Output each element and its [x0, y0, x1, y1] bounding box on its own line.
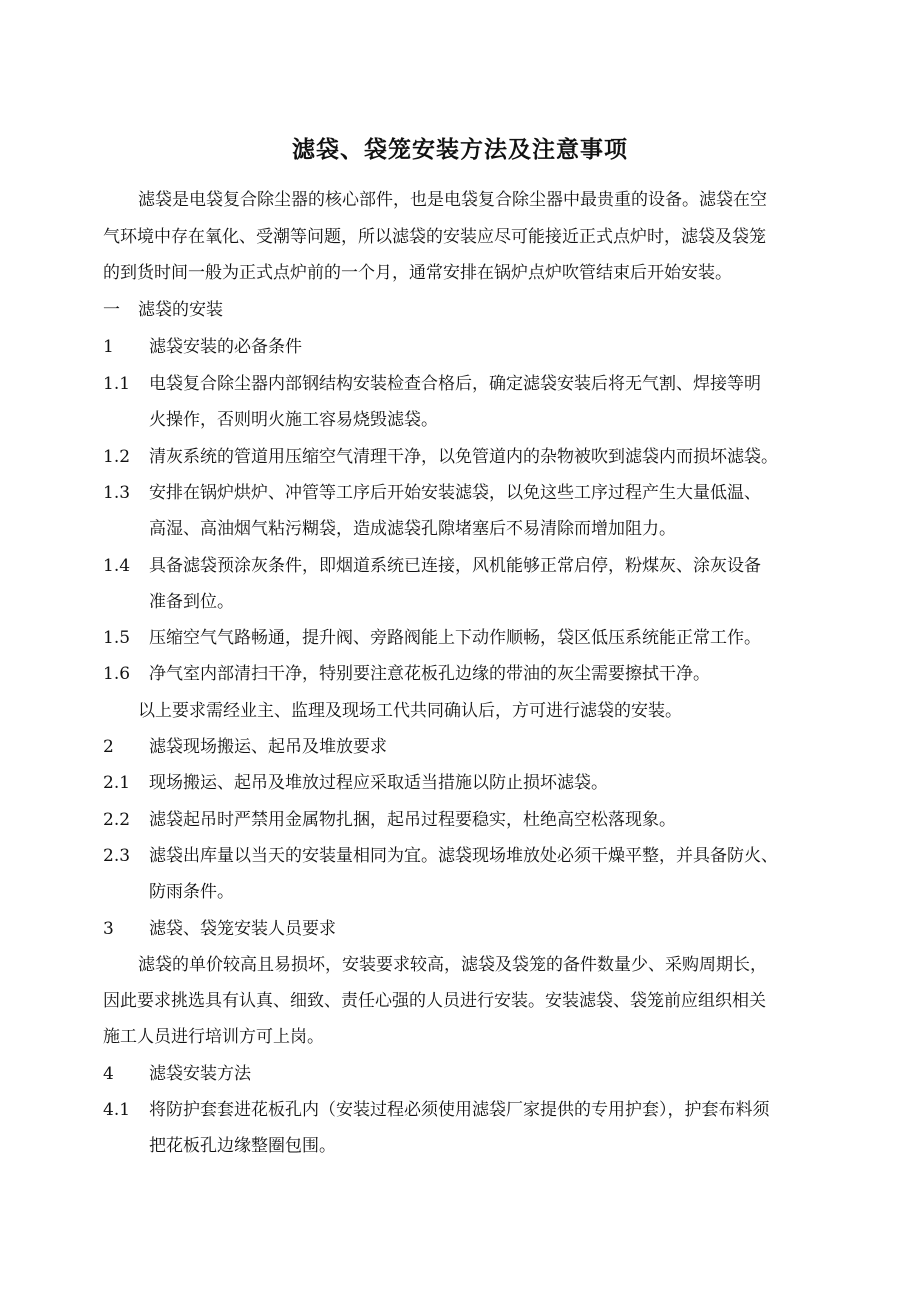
item-1-5-number: 1.5 [103, 628, 131, 648]
page-title: 滤袋、袋笼安装方法及注意事项 [292, 136, 628, 163]
section-3-line-1: 滤袋的单价较高且易损坏，安装要求较高，滤袋及袋笼的备件数量少、采购周期长， [138, 955, 767, 975]
item-2-3-line-1: 滤袋出库量以当天的安装量相同为宜。滤袋现场堆放处必须干燥平整，并具备防火、 [149, 846, 778, 866]
item-2-3-number: 2.3 [103, 846, 131, 866]
item-4-1-number: 4.1 [103, 1100, 131, 1120]
item-1-1-number: 1.1 [103, 374, 131, 394]
confirmation-note: 以上要求需经业主、监理及现场工代共同确认后，方可进行滤袋的安装。 [138, 701, 682, 721]
item-2-2-number: 2.2 [103, 810, 131, 830]
intro-line-3: 的到货时间一般为正式点炉前的一个月，通常安排在锅炉点炉吹管结束后开始安装。 [103, 263, 732, 283]
item-1-2-number: 1.2 [103, 447, 131, 467]
item-1-3-line-1: 安排在锅炉烘炉、冲管等工序后开始安装滤袋，以免这些工序过程产生大量低温、 [149, 483, 761, 503]
heading-4: 滤袋安装方法 [149, 1064, 251, 1084]
heading-3: 滤袋、袋笼安装人员要求 [149, 919, 336, 939]
item-1-5-line-1: 压缩空气气路畅通，提升阀、旁路阀能上下动作顺畅，袋区低压系统能正常工作。 [149, 628, 761, 648]
item-1-4-line-2: 准备到位。 [149, 592, 234, 612]
item-2-3-line-2: 防雨条件。 [149, 882, 234, 902]
item-1-6-number: 1.6 [103, 664, 131, 684]
heading-1-number: 1 [103, 337, 114, 357]
item-1-2-line-1: 清灰系统的管道用压缩空气清理干净，以免管道内的杂物被吹到滤袋内而损坏滤袋。 [149, 447, 778, 467]
heading-3-number: 3 [103, 919, 114, 939]
heading-1: 滤袋安装的必备条件 [149, 337, 302, 357]
item-1-1-line-1: 电袋复合除尘器内部钢结构安装检查合格后，确定滤袋安装后将无气割、焊接等明 [149, 374, 761, 394]
item-1-4-line-1: 具备滤袋预涂灰条件，即烟道系统已连接，风机能够正常启停，粉煤灰、涂灰设备 [149, 556, 761, 576]
intro-line-1: 滤袋是电袋复合除尘器的核心部件，也是电袋复合除尘器中最贵重的设备。滤袋在空 [138, 190, 767, 210]
item-4-1-line-2: 把花板孔边缘整圈包围。 [149, 1136, 336, 1156]
heading-2-number: 2 [103, 737, 114, 757]
item-1-3-number: 1.3 [103, 483, 131, 503]
section-number: 一 [103, 300, 120, 320]
item-1-4-number: 1.4 [103, 556, 131, 576]
intro-line-2: 气环境中存在氧化、受潮等问题，所以滤袋的安装应尽可能接近正式点炉时，滤袋及袋笼 [103, 227, 766, 247]
heading-4-number: 4 [103, 1064, 114, 1084]
item-4-1-line-1: 将防护套套进花板孔内（安装过程必须使用滤袋厂家提供的专用护套），护套布料须 [149, 1100, 770, 1120]
item-1-6-line-1: 净气室内部清扫干净，特别要注意花板孔边缘的带油的灰尘需要擦拭干净。 [149, 664, 710, 684]
item-1-1-line-2: 火操作，否则明火施工容易烧毁滤袋。 [149, 410, 438, 430]
item-1-3-line-2: 高湿、高油烟气粘污糊袋，造成滤袋孔隙堵塞后不易清除而增加阻力。 [149, 519, 676, 539]
section-3-line-2: 因此要求挑选具有认真、细致、责任心强的人员进行安装。安装滤袋、袋笼前应组织相关 [103, 991, 766, 1011]
item-2-2-line-1: 滤袋起吊时严禁用金属物扎捆，起吊过程要稳实，杜绝高空松落现象。 [149, 810, 676, 830]
item-2-1-number: 2.1 [103, 773, 131, 793]
item-2-1-line-1: 现场搬运、起吊及堆放过程应采取适当措施以防止损坏滤袋。 [149, 773, 608, 793]
section-heading: 滤袋的安装 [138, 300, 223, 320]
section-3-line-3: 施工人员进行培训方可上岗。 [103, 1027, 324, 1047]
heading-2: 滤袋现场搬运、起吊及堆放要求 [149, 737, 387, 757]
